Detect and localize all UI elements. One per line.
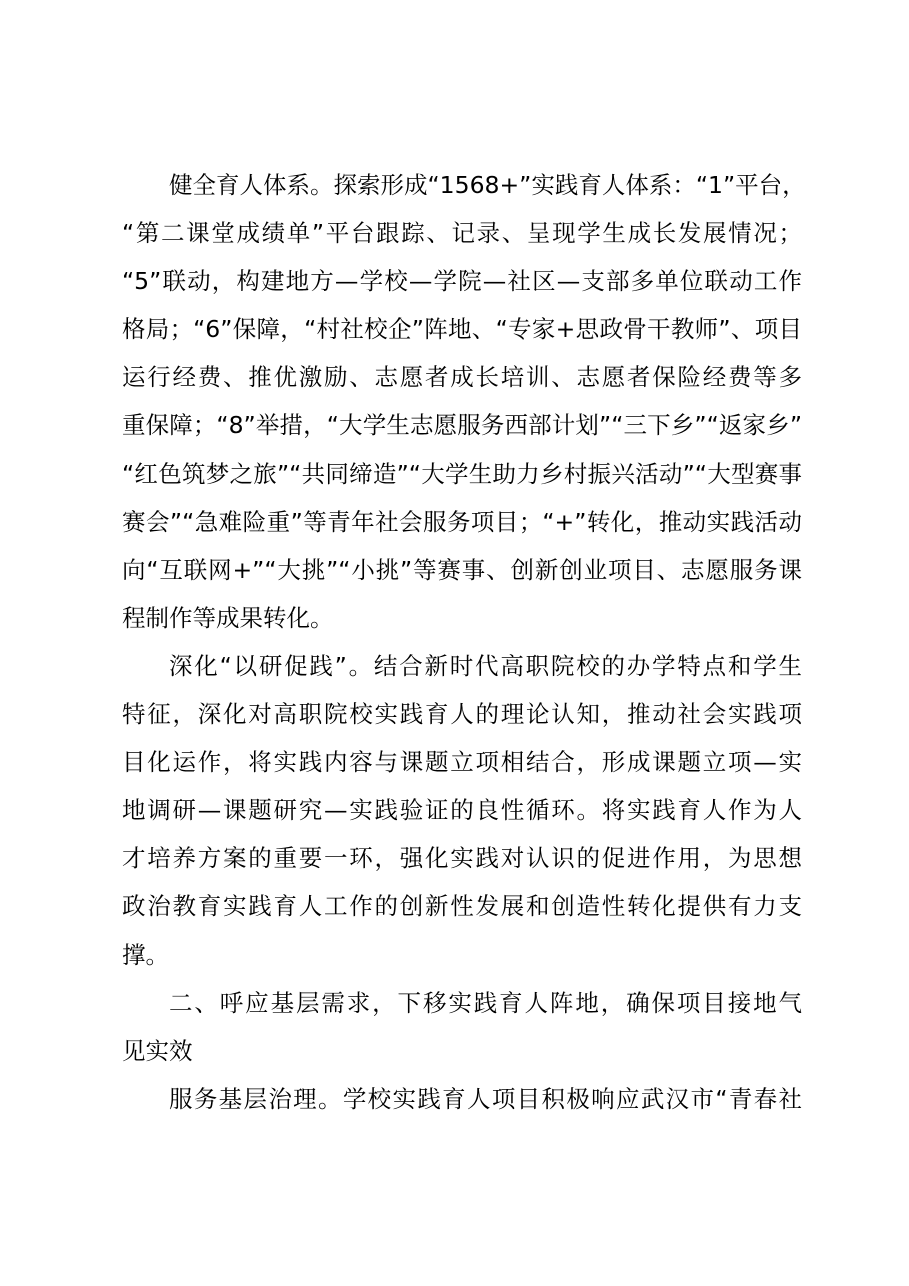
paragraph-grassroots-governance — [122, 1075, 802, 1123]
text-line: 向“互联网+”“大挑”“小挑”等赛事、创新创业项目、志愿服务课 — [122, 555, 802, 584]
text-line: 地调研—课题研究—实践验证的良性循环。将实践育人作为人 — [122, 796, 802, 825]
text-line: 格局；“6”保障，“村社校企”阵地、“专家+思政骨干教师”、项目 — [122, 315, 802, 344]
text-line: 深化“以研促践”。结合新时代高职院校的办学特点和学生 — [169, 651, 802, 680]
text-line: 撑。 — [122, 940, 169, 969]
text-line: 健全育人体系。探索形成“1568+”实践育人体系：“1”平台， — [169, 171, 806, 199]
text-line: “第二课堂成绩单”平台跟踪、记录、呈现学生成长发展情况； — [122, 219, 802, 248]
text-line: 目化运作，将实践内容与课题立项相结合，形成课题立项—实 — [122, 748, 802, 777]
text-line: 二、呼应基层需求，下移实践育人阵地，确保项目接地气 — [169, 988, 802, 1017]
text-line: 政治教育实践育人工作的创新性发展和创造性转化提供有力支 — [122, 892, 802, 921]
text-line: “红色筑梦之旅”“共同缔造”“大学生助力乡村振兴活动”“大型赛事 — [122, 459, 802, 488]
text-line: 赛会”“急难险重”等青年社会服务项目；“+”转化，推动实践活动 — [122, 507, 802, 536]
text-line: 重保障；“8”举措，“大学生志愿服务西部计划”“三下乡”“返家乡” — [122, 411, 802, 440]
paragraph-research-practice — [122, 642, 802, 979]
document-body — [122, 161, 806, 1123]
section-heading-two — [122, 979, 802, 1075]
paragraph-education-system — [122, 161, 806, 642]
text-line: 服务基层治理。学校实践育人项目积极响应武汉市“青春社 — [169, 1084, 802, 1113]
text-line: 程制作等成果转化。 — [122, 603, 334, 632]
text-line: 见实效 — [122, 1036, 193, 1065]
text-line: “5”联动，构建地方—学校—学院—社区—支部多单位联动工作 — [122, 267, 802, 296]
text-line: 运行经费、推优激励、志愿者成长培训、志愿者保险经费等多 — [122, 363, 802, 392]
text-line: 特征，深化对高职院校实践育人的理论认知，推动社会实践项 — [122, 700, 802, 729]
text-line: 才培养方案的重要一环，强化实践对认识的促进作用，为思想 — [122, 844, 802, 873]
